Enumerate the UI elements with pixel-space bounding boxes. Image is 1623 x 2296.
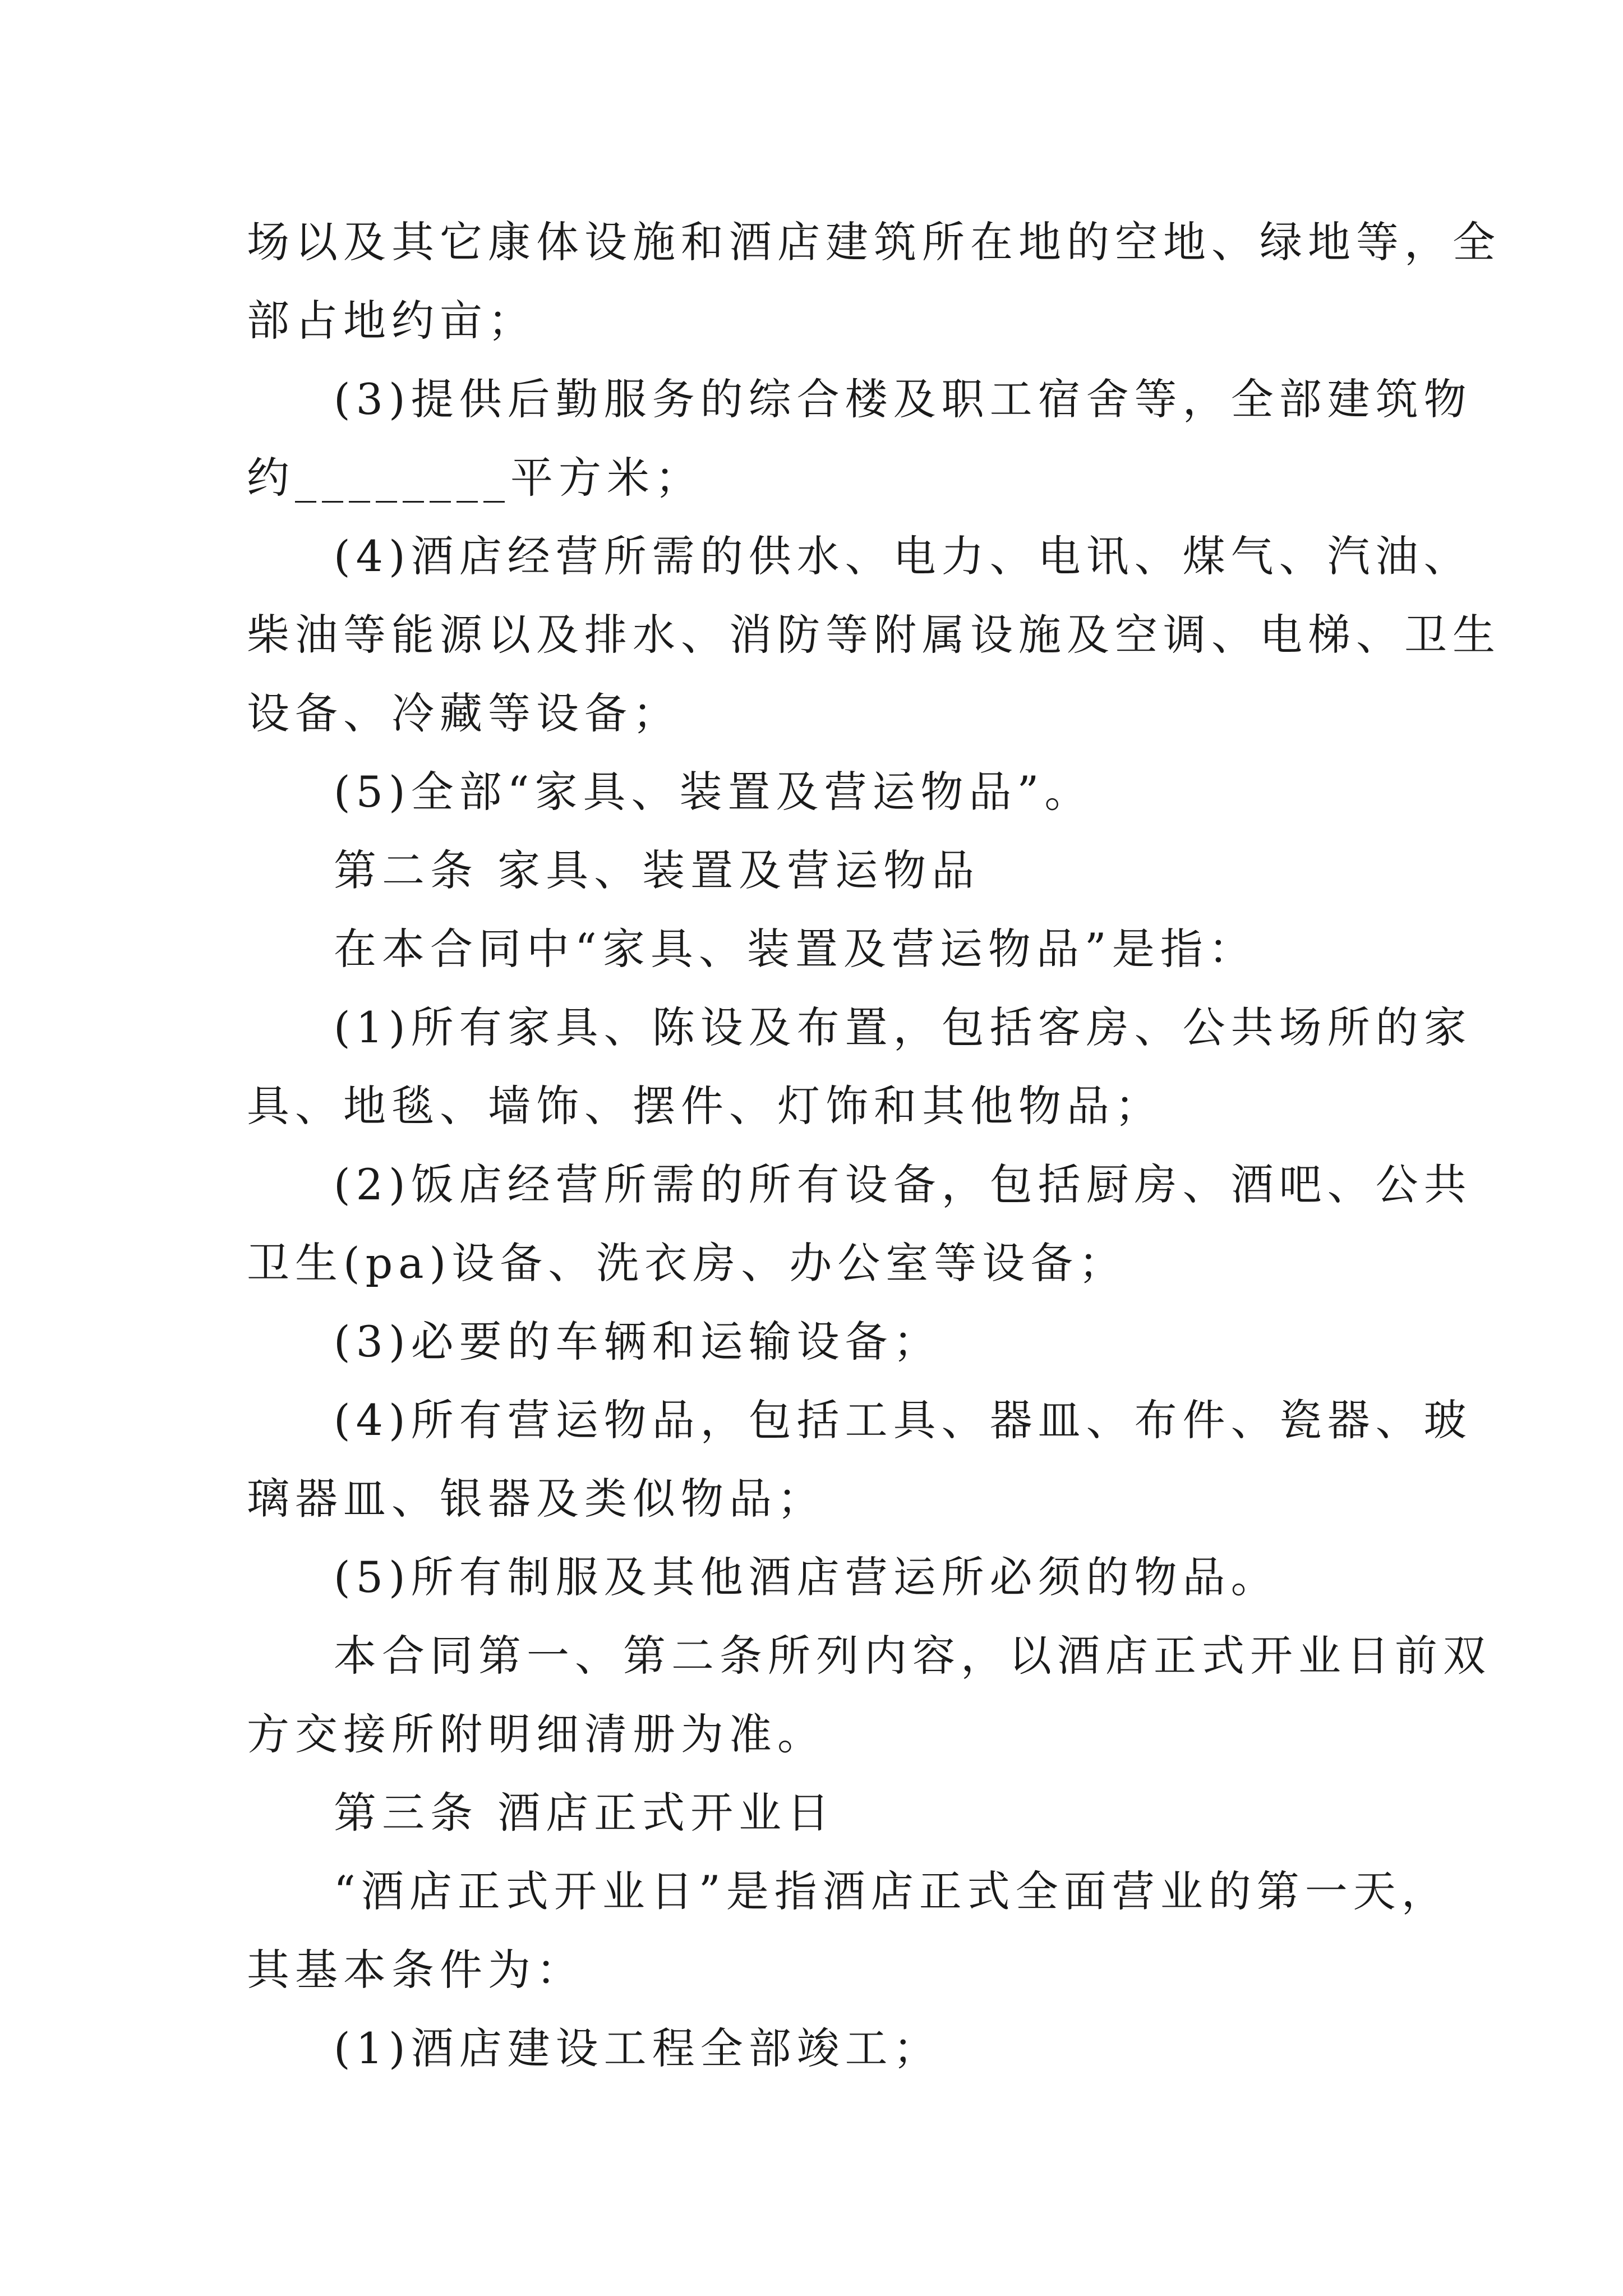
text-line: 本合同第一、第二条所列内容，以酒店正式开业日前双 bbox=[334, 1631, 1491, 1681]
text-line: “酒店正式开业日”是指酒店正式全面营业的第一天， bbox=[334, 1866, 1450, 1916]
text-line: 方交接所附明细清册为准。 bbox=[247, 1709, 826, 1759]
text-line: (1)酒店建设工程全部竣工； bbox=[334, 2023, 942, 2073]
text-line: 具、地毯、墙饰、摆件、灯饰和其他物品； bbox=[247, 1081, 1163, 1131]
section-heading: 第二条 家具、装置及营运物品 bbox=[334, 845, 980, 895]
section-heading: 第三条 酒店正式开业日 bbox=[334, 1788, 836, 1838]
text-line: (4)酒店经营所需的供水、电力、电讯、煤气、汽油、 bbox=[334, 531, 1472, 581]
text-line: 在本合同中“家具、装置及营运物品”是指： bbox=[334, 924, 1257, 974]
document-body bbox=[247, 203, 1501, 2088]
text-line: (2)饭店经营所需的所有设备，包括厨房、酒吧、公共 bbox=[334, 1159, 1472, 1209]
text-line: 部占地约亩； bbox=[247, 296, 536, 346]
text-line: 卫生(pa)设备、洗衣房、办公室等设备； bbox=[247, 1238, 1127, 1288]
text-line: (3)提供后勤服务的综合楼及职工宿舍等，全部建筑物 bbox=[334, 374, 1472, 424]
text-line: (5)所有制服及其他酒店营运所必须的物品。 bbox=[334, 1552, 1279, 1602]
text-line: 璃器皿、银器及类似物品； bbox=[247, 1474, 826, 1524]
text-line: 约________平方米； bbox=[247, 453, 703, 503]
text-line: (5)全部“家具、装置及营运物品”。 bbox=[334, 767, 1093, 817]
text-line: (4)所有营运物品，包括工具、器皿、布件、瓷器、玻 bbox=[334, 1395, 1472, 1445]
text-line: (1)所有家具、陈设及布置，包括客房、公共场所的家 bbox=[334, 1002, 1472, 1052]
text-line: 其基本条件为： bbox=[247, 1945, 584, 1995]
text-line: 柴油等能源以及排水、消防等附属设施及空调、电梯、卫生 bbox=[247, 610, 1501, 660]
text-line: 场以及其它康体设施和酒店建筑所在地的空地、绿地等，全 bbox=[247, 217, 1501, 267]
text-line: (3)必要的车辆和运输设备； bbox=[334, 1317, 942, 1366]
text-line: 设备、冷藏等设备； bbox=[247, 688, 681, 738]
